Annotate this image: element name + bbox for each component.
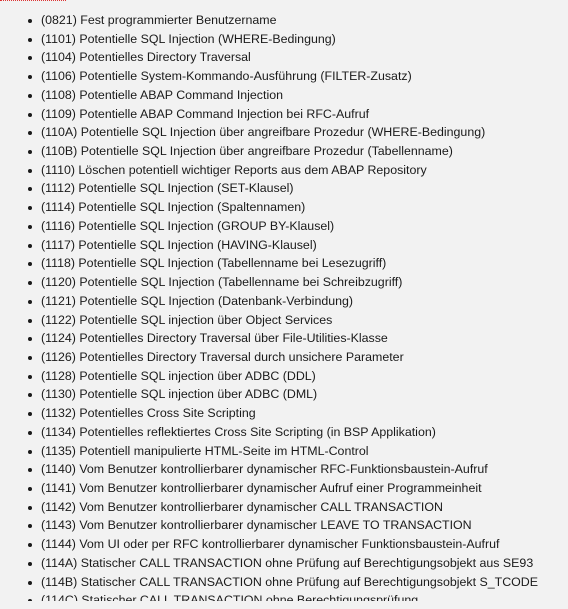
finding-text: (1114) Potentielle SQL Injection (Spaltennamen) [41,200,306,215]
list-item [0,123,568,142]
list-item [0,217,568,236]
finding-text: (1122) Potentielle SQL injection über Object Services [41,312,333,327]
bullet-icon [28,56,32,60]
finding-text: (114B) Statischer CALL TRANSACTION ohne Prüfung auf Berechtigungsobjekt S_TCODE [41,574,539,589]
list-item [0,292,568,311]
list-item [0,385,568,404]
list-item [0,142,568,161]
bullet-icon [28,468,32,472]
bullet-icon [28,75,32,79]
list-item [0,273,568,292]
bullet-icon [28,543,32,547]
finding-text: (1118) Potentielle SQL Injection (Tabellenname bei Lesezugriff) [41,256,387,271]
bullet-icon [28,337,32,341]
finding-text: (1142) Vom Benutzer kontrollierbarer dynamischer CALL TRANSACTION [41,499,443,514]
list-item [0,198,568,217]
list-item [0,423,568,442]
findings-list [0,11,568,609]
bullet-icon [28,206,32,210]
list-item [0,48,568,67]
finding-text: (1130) Potentielle SQL injection über ADBC (DML) [41,387,318,402]
bullet-icon [28,187,32,191]
bullet-icon [28,412,32,416]
bullet-icon [28,431,32,435]
finding-text: (1116) Potentielle SQL Injection (GROUP BY-Klausel) [41,218,335,233]
list-item [0,236,568,255]
finding-text: (110A) Potentielle SQL Injection über angreifbare Prozedur (WHERE-Bedingung) [41,125,486,140]
list-item [0,535,568,554]
list-item [0,479,568,498]
finding-text: (1106) Potentielle System-Kommando-Ausführung (FILTER-Zusatz) [41,69,412,84]
list-item [0,367,568,386]
list-item [0,105,568,124]
bullet-icon [28,487,32,491]
list-item [0,498,568,517]
list-item [0,179,568,198]
bullet-icon [28,319,32,323]
bullet-icon [28,38,32,42]
bullet-icon [28,113,32,117]
list-item [0,573,568,592]
finding-text: (1143) Vom Benutzer kontrollierbarer dynamischer LEAVE TO TRANSACTION [41,518,472,533]
finding-text: (1110) Löschen potentiell wichtiger Reports aus dem ABAP Repository [41,162,427,177]
top-edge-marker [0,0,66,3]
finding-text: (1109) Potentielle ABAP Command Injection bei RFC-Aufruf [41,106,370,121]
list-item [0,30,568,49]
finding-text: (1135) Potentiell manipulierte HTML-Seite im HTML-Control [41,443,369,458]
bullet-icon [28,169,32,173]
finding-text: (0821) Fest programmierter Benutzername [41,13,277,27]
list-item [0,554,568,573]
finding-text: (1117) Potentielle SQL Injection (HAVING-Klausel) [41,237,317,252]
bullet-icon [28,225,32,229]
finding-text: (1112) Potentielle SQL Injection (SET-Klausel) [41,181,294,196]
finding-text: (1140) Vom Benutzer kontrollierbarer dynamischer RFC-Funktionsbaustein-Aufruf [41,462,488,477]
list-item [0,161,568,180]
list-item [0,67,568,86]
finding-text: (1144) Vom UI oder per RFC kontrollierbarer dynamischer Funktionsbaustein-Aufruf [41,537,500,552]
finding-text: (1121) Potentielle SQL Injection (Datenbank-Verbindung) [41,293,354,308]
bullet-icon [28,524,32,528]
list-item [0,254,568,273]
list-item [0,311,568,330]
finding-text: (1101) Potentielle SQL Injection (WHERE-Bedingung) [41,31,336,46]
finding-text: (1141) Vom Benutzer kontrollierbarer dynamischer Aufruf einer Programmeinheit [41,480,482,495]
finding-text: (110B) Potentielle SQL Injection über angreifbare Prozedur (Tabellenname) [41,144,453,159]
bullet-icon [28,94,32,98]
bullet-icon [28,244,32,248]
list-item [0,442,568,461]
finding-text: (1108) Potentielle ABAP Command Injection [41,87,283,102]
finding-text: (1126) Potentielles Directory Traversal durch unsichere Parameter [41,349,404,364]
list-item [0,329,568,348]
bullet-icon [28,356,32,360]
list-item [0,11,568,30]
bullet-icon [28,375,32,379]
list-item [0,348,568,367]
bullet-icon [28,262,32,266]
list-item [0,516,568,535]
bullet-icon [28,562,32,566]
finding-text: (1104) Potentielles Directory Traversal [41,50,251,65]
list-item [0,86,568,105]
bullet-icon [28,300,32,304]
list-item [0,404,568,423]
bullet-icon [28,393,32,397]
bullet-icon [28,506,32,510]
viewport-cut [0,601,568,609]
bullet-icon [28,150,32,154]
bullet-icon [28,581,32,585]
bullet-icon [28,19,32,23]
finding-text: (1128) Potentielle SQL injection über ADBC (DDL) [41,368,316,383]
bullet-icon [28,131,32,135]
finding-text: (1120) Potentielle SQL Injection (Tabellenname bei Schreibzugriff) [41,275,403,290]
finding-text: (114A) Statischer CALL TRANSACTION ohne Prüfung auf Berechtigungsobjekt aus SE93 [41,555,534,570]
finding-text: (1132) Potentielles Cross Site Scripting [41,406,256,421]
bullet-icon [28,450,32,454]
bullet-icon [28,281,32,285]
list-item [0,460,568,479]
finding-text: (1134) Potentielles reflektiertes Cross Site Scripting (in BSP Applikation) [41,424,436,439]
finding-text: (1124) Potentielles Directory Traversal über File-Utilities-Klasse [41,331,388,346]
